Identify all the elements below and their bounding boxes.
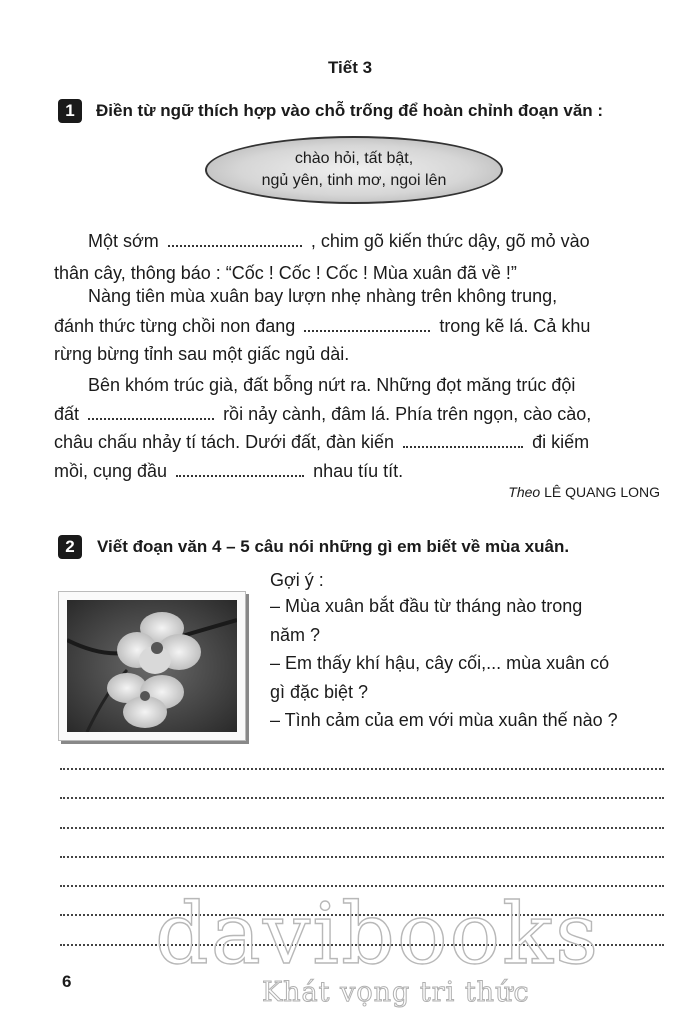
hint3: – Tình cảm của em với mùa xuân thế nào ? xyxy=(270,710,618,730)
paragraph3-line2 xyxy=(54,402,591,426)
hint-title: Gợi ý : xyxy=(270,570,324,590)
exercise1-number-badge: 1 xyxy=(58,99,82,123)
writing-line-1[interactable] xyxy=(60,768,664,770)
paragraph3-line1: Bên khóm trúc già, đất bỗng nứt ra. Những đọt măng trúc đội xyxy=(88,375,576,395)
exercise2-instruction: Viết đoạn văn 4 – 5 câu nói những gì em biết về mùa xuân. xyxy=(97,537,570,556)
paragraph1-line1 xyxy=(88,229,590,253)
page-number: 6 xyxy=(62,972,72,991)
text-segment: Một sớm xyxy=(88,231,159,251)
word-bank-oval xyxy=(205,136,503,204)
blank-3[interactable] xyxy=(88,402,214,420)
blank-1[interactable] xyxy=(168,229,302,247)
text-segment: mồi, cụng đầu xyxy=(54,461,168,481)
watermark-logo: davibooks xyxy=(155,885,601,983)
exercise2-number-badge: 2 xyxy=(58,535,82,559)
text-segment: trong kẽ lá. Cả khu xyxy=(439,316,591,336)
writing-line-3[interactable] xyxy=(60,827,664,829)
paragraph2-line2 xyxy=(54,314,590,338)
word-bank-line2: ngủ yên, tinh mơ, ngoi lên xyxy=(261,172,447,189)
paragraph3-line3 xyxy=(54,430,589,454)
paragraph2-line1: Nàng tiên mùa xuân bay lượn nhẹ nhàng trên không trung, xyxy=(88,286,558,306)
source-prefix: Theo xyxy=(508,484,541,500)
word-bank-line1: chào hỏi, tất bật, xyxy=(294,150,414,167)
page-title: Tiết 3 xyxy=(327,58,373,77)
text-segment: châu chấu nhảy tí tách. Dưới đất, đàn kiến xyxy=(54,432,395,452)
hint2-line2: gì đặc biệt ? xyxy=(270,682,369,702)
paragraph2-line3: rừng bừng tỉnh sau một giấc ngủ dài. xyxy=(54,344,350,364)
source-credit xyxy=(508,484,660,500)
text-segment: đi kiếm xyxy=(532,432,590,452)
watermark-slogan: Khát vọng tri thức xyxy=(262,977,530,1008)
writing-line-2[interactable] xyxy=(60,797,664,799)
text-segment: , chim gõ kiến thức dậy, gõ mỏ vào xyxy=(310,231,590,251)
exercise1-instruction: Điền từ ngữ thích hợp vào chỗ trống để hoàn chỉnh đoạn văn : xyxy=(96,101,604,120)
peach-blossom-image xyxy=(67,600,237,732)
text-segment: đánh thức từng chồi non đang xyxy=(54,316,296,336)
blank-4[interactable] xyxy=(403,430,523,448)
source-author: LÊ QUANG LONG xyxy=(544,484,660,500)
flower-photo xyxy=(58,591,246,741)
text-segment: đất xyxy=(54,404,80,424)
writing-line-4[interactable] xyxy=(60,856,664,858)
paragraph3-line4 xyxy=(54,459,403,483)
text-segment: rồi nảy cành, đâm lá. Phía trên ngọn, cào cào, xyxy=(223,404,592,424)
hint1-line2: năm ? xyxy=(270,625,321,645)
text-segment: nhau tíu tít. xyxy=(313,461,404,481)
hint1-line1: – Mùa xuân bắt đầu từ tháng nào trong xyxy=(270,596,583,616)
blank-5[interactable] xyxy=(176,459,304,477)
blank-2[interactable] xyxy=(304,314,430,332)
hint2-line1: – Em thấy khí hậu, cây cối,... mùa xuân có xyxy=(270,653,610,673)
paragraph1-line2: thân cây, thông báo : “Cốc ! Cốc ! Cốc ! Mùa xuân đã về !” xyxy=(54,263,517,283)
